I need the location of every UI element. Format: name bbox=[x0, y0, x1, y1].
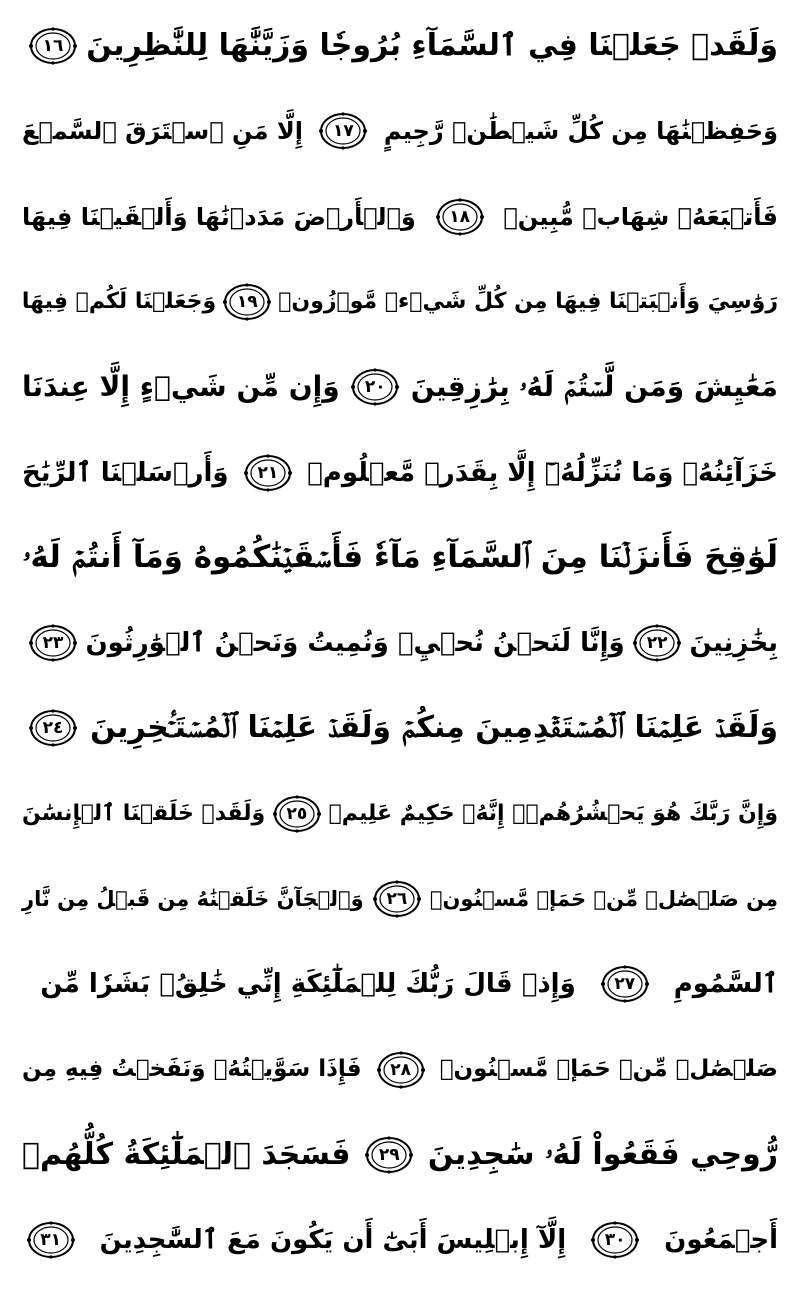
ayah-number-marker bbox=[28, 708, 78, 748]
ayah-number: ٢٩ bbox=[378, 1144, 400, 1165]
verse-text: وَأَرۡسَلۡنَا ٱلرِّيَٰحَ bbox=[22, 457, 229, 488]
verse-text: فَإِذَا سَوَّيۡتُهُۥ وَنَفَخۡتُ فِيهِ مِن bbox=[22, 1056, 362, 1083]
text-line-4 bbox=[22, 262, 778, 342]
verse-text: أَجۡمَعُونَ bbox=[664, 1225, 778, 1256]
verse-text: رُّوحِي فَقَعُواْ لَهُۥ سَٰجِدِينَ bbox=[427, 1136, 778, 1172]
ayah-number: ١٦ bbox=[42, 36, 64, 56]
text-line-2 bbox=[22, 91, 778, 171]
text-line-11 bbox=[22, 859, 778, 939]
verse-text: وَإِذۡ قَالَ رَبُّكَ لِلۡمَلَٰٓئِكَةِ إِنِّي خَٰلِقُۢ بَشَرٗا مِّن bbox=[40, 969, 576, 1000]
verse-text: وَلَقَدۡ خَلَقۡنَا ٱلۡإِنسَٰنَ bbox=[22, 800, 266, 826]
ayah-number-marker bbox=[26, 1220, 76, 1260]
verse-text: وَإِن مِّن شَيۡءٍ إِلَّا عِندَنَا bbox=[22, 370, 340, 404]
ayah-number: ٢١ bbox=[257, 462, 279, 483]
verse-text: فَأَتۡبَعَهُۥ شِهَابٞ مُّبِينٞ bbox=[503, 202, 778, 231]
ayah-number-marker bbox=[590, 1220, 640, 1260]
verse-text: وَٱلۡأَرۡضَ مَدَدۡنَٰهَا وَأَلۡقَيۡنَا فِيهَا bbox=[22, 202, 416, 231]
text-line-7 bbox=[22, 518, 778, 598]
verse-text: إِلَّآ إِبۡلِيسَ أَبَىٰٓ أَن يَكُونَ مَعَ ٱلسَّٰجِدِينَ bbox=[99, 1225, 567, 1256]
verse-text: وَحَفِظۡنَٰهَا مِن كُلِّ شَيۡطَٰنٖ رَّجِيمٍ bbox=[383, 117, 778, 146]
verse-text: خَزَآئِنُهُۥ وَمَا نُنَزِّلُهُۥٓ إِلَّا بِقَدَرٖ مَّعۡلُومٖ bbox=[307, 457, 778, 488]
text-line-5 bbox=[22, 347, 778, 427]
ayah-number-marker bbox=[632, 623, 682, 663]
text-line-14 bbox=[22, 1115, 778, 1195]
text-line-15 bbox=[22, 1200, 778, 1280]
verse-text: وَإِنَّا لَنَحۡنُ نُحۡيِۦ وَنُمِيتُ وَنَحۡنُ ٱلۡوَٰرِثُونَ bbox=[85, 628, 625, 659]
ayah-number: ١٨ bbox=[449, 206, 471, 227]
text-line-8 bbox=[22, 603, 778, 683]
verse-text: وَجَعَلۡنَا لَكُمۡ فِيهَا bbox=[21, 288, 217, 314]
verse-text: وَٱلۡجَآنَّ خَلَقۡنَٰهُ مِن قَبۡلُ مِن نَّارِ bbox=[22, 886, 364, 911]
ayah-number-marker bbox=[364, 1135, 414, 1175]
verse-text: وَلَقَدۡ عَلِمۡنَا ٱلۡمُسۡتَقۡدِمِينَ مِنكُمۡ وَلَقَدۡ عَلِمۡنَا ٱلۡمُسۡتَـٔۡخِرِينَ bbox=[90, 710, 778, 746]
ayah-number-marker bbox=[318, 111, 368, 151]
ayah-number-marker bbox=[600, 964, 650, 1004]
ayah-number-marker bbox=[243, 453, 293, 493]
ayah-number-marker bbox=[350, 367, 400, 407]
text-line-3 bbox=[22, 177, 778, 257]
text-line-9 bbox=[22, 688, 778, 768]
ayah-number: ١٩ bbox=[236, 291, 258, 312]
ayah-number: ٢٢ bbox=[646, 633, 668, 654]
verse-text: فَسَجَدَ ٱلۡمَلَٰٓئِكَةُ كُلُّهُمۡ bbox=[22, 1136, 351, 1172]
ayah-number-marker bbox=[372, 879, 422, 919]
ayah-number: ٢٥ bbox=[286, 803, 308, 824]
verse-text: رَوَٰسِيَ وَأَنۢبَتۡنَا فِيهَا مِن كُلِّ شَيۡءٖ مَّوۡزُونٖ bbox=[278, 288, 778, 314]
ayah-number: ٢٧ bbox=[614, 974, 636, 995]
verse-text: بِخَٰزِنِينَ bbox=[689, 628, 778, 659]
ayah-number: ٢٣ bbox=[42, 633, 64, 654]
verse-text: وَإِنَّ رَبَّكَ هُوَ يَحۡشُرُهُمۡۚ إِنَّهُۥ حَكِيمٌ عَلِيمٞ bbox=[328, 800, 778, 826]
verse-text: وَلَقَدۡ جَعَلۡنَا فِي ٱلسَّمَآءِ بُرُوجٗا وَزَيَّنَّٰهَا لِلنَّٰظِرِينَ bbox=[86, 28, 778, 63]
verse-text: صَلۡصَٰلٖ مِّنۡ حَمَإٖ مَّسۡنُونٖ bbox=[439, 1056, 778, 1083]
ayah-number-marker bbox=[376, 1050, 426, 1090]
ayah-number-marker bbox=[272, 794, 322, 834]
verse-text: مَعَٰيِشَ وَمَن لَّسۡتُمۡ لَهُۥ بِرَٰزِقِينَ bbox=[410, 370, 778, 404]
verse-text: مِن صَلۡصَٰلٖ مِّنۡ حَمَإٖ مَّسۡنُونٖ bbox=[429, 886, 778, 911]
ayah-number-marker bbox=[222, 282, 272, 322]
verse-text: ٱلسَّمُومِ bbox=[673, 969, 778, 1000]
text-line-6 bbox=[22, 433, 778, 513]
ayah-number: ٢٤ bbox=[42, 718, 64, 739]
text-line-12 bbox=[22, 944, 778, 1024]
ayah-number: ٢٠ bbox=[364, 377, 386, 398]
ayah-number: ٣٠ bbox=[604, 1230, 626, 1251]
verse-text: إِلَّا مَنِ ٱسۡتَرَقَ ٱلسَّمۡعَ bbox=[22, 117, 303, 146]
verse-text: لَوَٰقِحَ فَأَنزَلۡنَا مِنَ ٱلسَّمَآءِ مَآءٗ فَأَسۡقَيۡنَٰكُمُوهُ وَمَآ أَنتُمۡ لَهُۥ bbox=[22, 539, 778, 576]
ayah-number-marker bbox=[28, 26, 78, 66]
ayah-number-marker bbox=[435, 197, 485, 237]
text-line-13 bbox=[22, 1030, 778, 1110]
text-line-10 bbox=[22, 774, 778, 854]
ayah-number-marker bbox=[28, 623, 78, 663]
text-line-1 bbox=[22, 6, 778, 86]
ayah-number: ١٧ bbox=[333, 121, 354, 142]
ayah-number: ٣١ bbox=[40, 1230, 61, 1251]
ayah-number: ٢٨ bbox=[390, 1059, 412, 1080]
ayah-number: ٢٦ bbox=[386, 889, 408, 909]
